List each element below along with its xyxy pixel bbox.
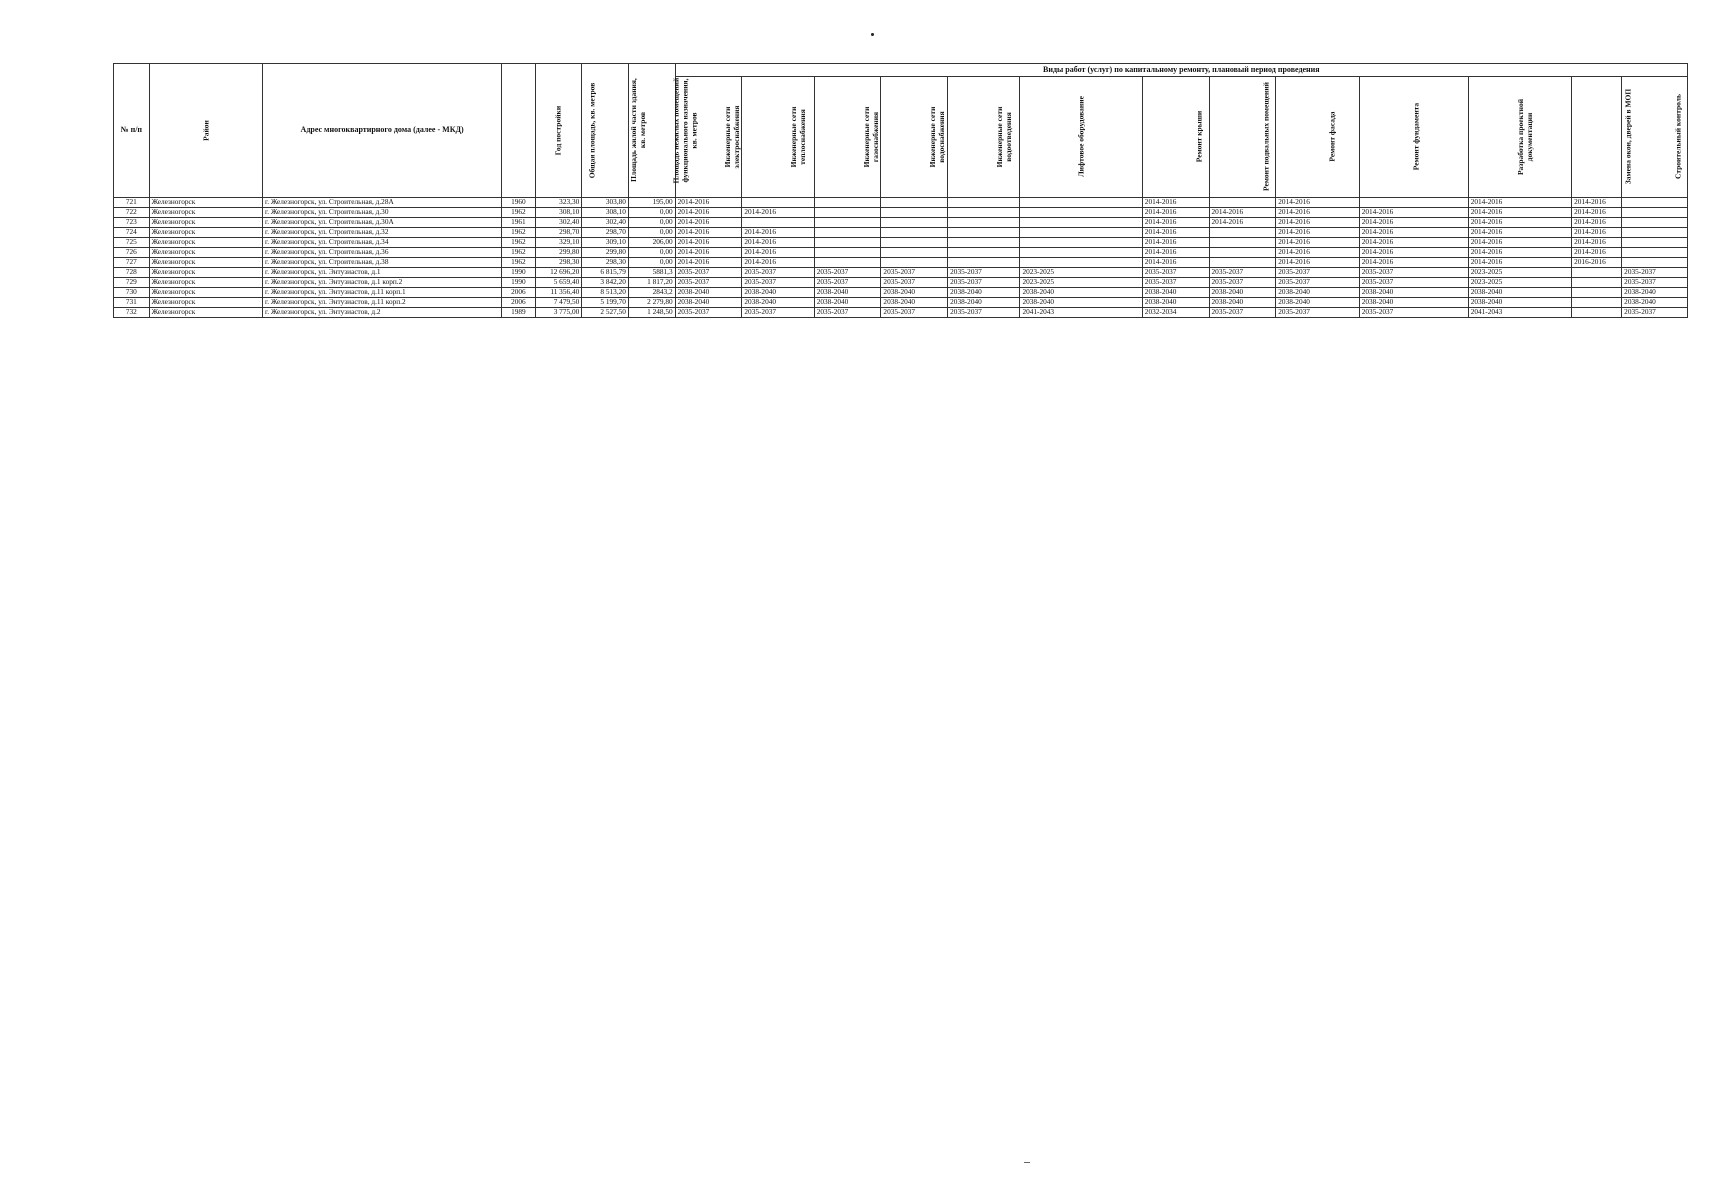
year-cell: 1990 xyxy=(502,278,535,288)
district-cell: Железногорск xyxy=(149,228,262,238)
work-period-cell: 2032-2034 xyxy=(1142,308,1209,318)
work-period-cell: 2014-2016 xyxy=(1276,208,1359,218)
row-number-cell: 729 xyxy=(114,278,150,288)
work-period-cell: 2014-2016 xyxy=(1276,248,1359,258)
res-area-cell: 308,10 xyxy=(582,208,629,218)
total-area-cell: 299,80 xyxy=(535,248,582,258)
work-period-cell xyxy=(1572,298,1622,308)
year-cell: 2006 xyxy=(502,298,535,308)
work-period-cell: 2038-2040 xyxy=(1020,298,1142,308)
work-period-cell: 2035-2037 xyxy=(814,308,881,318)
work-period-cell: 2023-2025 xyxy=(1020,278,1142,288)
work-period-cell xyxy=(1020,208,1142,218)
row-number-cell: 723 xyxy=(114,218,150,228)
work-period-cell: 2035-2037 xyxy=(742,308,814,318)
district-cell: Железногорск xyxy=(149,218,262,228)
work-period-cell: 2035-2037 xyxy=(1276,278,1359,288)
work-period-cell xyxy=(814,238,881,248)
work-period-cell: 2035-2037 xyxy=(1209,308,1276,318)
work-period-cell: 2035-2037 xyxy=(675,278,742,288)
work-period-cell: 2035-2037 xyxy=(881,278,948,288)
col-header-total-area: Общая площадь, кв. метров xyxy=(535,64,582,198)
district-cell: Железногорск xyxy=(149,268,262,278)
nonres-area-cell: 1 248,50 xyxy=(628,308,675,318)
work-period-cell: 2014-2016 xyxy=(1572,198,1622,208)
nonres-area-cell: 1 817,20 xyxy=(628,278,675,288)
res-area-cell: 5 199,70 xyxy=(582,298,629,308)
work-period-cell xyxy=(742,198,814,208)
address-cell: г. Железногорск, ул. Строительная, д.30 xyxy=(263,208,502,218)
nonres-area-cell: 206,00 xyxy=(628,238,675,248)
work-period-cell: 2014-2016 xyxy=(1468,248,1571,258)
work-period-cell: 2038-2040 xyxy=(742,288,814,298)
work-period-cell xyxy=(881,248,948,258)
col-header-work: Ремонт подвальных помещений xyxy=(1209,77,1276,198)
row-number-cell: 731 xyxy=(114,298,150,308)
work-period-cell: 2038-2040 xyxy=(1468,288,1571,298)
total-area-cell: 12 696,20 xyxy=(535,268,582,278)
district-cell: Железногорск xyxy=(149,238,262,248)
res-area-cell: 302,40 xyxy=(582,218,629,228)
work-period-cell: 2038-2040 xyxy=(881,298,948,308)
work-period-cell xyxy=(948,208,1020,218)
total-area-cell: 308,10 xyxy=(535,208,582,218)
work-period-cell: 2038-2040 xyxy=(675,288,742,298)
work-period-cell xyxy=(1209,258,1276,268)
col-header-nonres-area: Площадь нежилых помещений функционального назначения, кв. метров xyxy=(628,64,675,198)
work-period-cell xyxy=(1622,228,1688,238)
table-row xyxy=(114,278,1688,288)
work-period-cell: 2014-2016 xyxy=(1142,248,1209,258)
work-period-cell: 2014-2016 xyxy=(1142,258,1209,268)
work-period-cell xyxy=(948,258,1020,268)
year-cell: 1962 xyxy=(502,208,535,218)
work-period-cell: 2038-2040 xyxy=(742,298,814,308)
capital-repair-table xyxy=(113,63,1688,318)
work-period-cell: 2014-2016 xyxy=(1359,258,1468,268)
work-period-cell xyxy=(742,218,814,228)
work-period-cell xyxy=(1020,228,1142,238)
address-cell: г. Железногорск, ул. Строительная, д.38 xyxy=(263,258,502,268)
address-cell: г. Железногорск, ул. Энтузиастов, д.1 xyxy=(263,268,502,278)
table-row xyxy=(114,208,1688,218)
work-period-cell: 2014-2016 xyxy=(1276,238,1359,248)
work-period-cell: 2035-2037 xyxy=(1142,268,1209,278)
district-cell: Железногорск xyxy=(149,258,262,268)
work-period-cell: 2014-2016 xyxy=(675,258,742,268)
work-period-cell xyxy=(1572,288,1622,298)
work-period-cell: 2035-2037 xyxy=(742,278,814,288)
row-number-cell: 732 xyxy=(114,308,150,318)
year-cell: 1962 xyxy=(502,228,535,238)
total-area-cell: 329,10 xyxy=(535,238,582,248)
address-cell: г. Железногорск, ул. Энтузиастов, д.2 xyxy=(263,308,502,318)
work-period-cell: 2014-2016 xyxy=(1142,208,1209,218)
table-row xyxy=(114,288,1688,298)
work-period-cell: 2035-2037 xyxy=(1276,308,1359,318)
res-area-cell: 3 842,20 xyxy=(582,278,629,288)
work-period-cell xyxy=(948,228,1020,238)
district-cell: Железногорск xyxy=(149,288,262,298)
work-period-cell: 2035-2037 xyxy=(1359,278,1468,288)
work-period-cell: 2014-2016 xyxy=(742,238,814,248)
work-period-cell xyxy=(881,198,948,208)
work-period-cell xyxy=(948,238,1020,248)
work-period-cell xyxy=(1572,278,1622,288)
work-period-cell xyxy=(948,218,1020,228)
work-period-cell: 2014-2016 xyxy=(675,238,742,248)
work-period-cell: 2035-2037 xyxy=(1622,308,1688,318)
work-period-cell: 2035-2037 xyxy=(1276,268,1359,278)
work-period-cell: 2038-2040 xyxy=(1622,298,1688,308)
res-area-cell: 298,70 xyxy=(582,228,629,238)
work-period-cell xyxy=(1020,198,1142,208)
table-row xyxy=(114,308,1688,318)
col-header-work: Инженерные сети водоснабжения xyxy=(881,77,948,198)
work-period-cell xyxy=(814,248,881,258)
work-period-cell xyxy=(814,258,881,268)
work-period-cell xyxy=(881,258,948,268)
res-area-cell: 8 513,20 xyxy=(582,288,629,298)
work-period-cell xyxy=(1209,248,1276,258)
col-header-work: Инженерные сети электроснабжения xyxy=(675,77,742,198)
row-number-cell: 721 xyxy=(114,198,150,208)
work-period-cell xyxy=(1020,238,1142,248)
total-area-cell: 302,40 xyxy=(535,218,582,228)
total-area-cell: 7 479,50 xyxy=(535,298,582,308)
work-period-cell: 2035-2037 xyxy=(948,268,1020,278)
work-period-cell: 2035-2037 xyxy=(1359,308,1468,318)
district-cell: Железногорск xyxy=(149,298,262,308)
address-cell: г. Железногорск, ул. Энтузиастов, д.11 корп.1 xyxy=(263,288,502,298)
district-cell: Железногорск xyxy=(149,278,262,288)
row-number-cell: 726 xyxy=(114,248,150,258)
nonres-area-cell: 195,00 xyxy=(628,198,675,208)
table-row xyxy=(114,228,1688,238)
work-period-cell: 2014-2016 xyxy=(1142,218,1209,228)
table-row xyxy=(114,258,1688,268)
year-cell: 1989 xyxy=(502,308,535,318)
work-period-cell xyxy=(814,228,881,238)
work-period-cell: 2038-2040 xyxy=(1468,298,1571,308)
work-period-cell: 2035-2037 xyxy=(948,278,1020,288)
work-period-cell xyxy=(948,198,1020,208)
table-row xyxy=(114,238,1688,248)
work-period-cell: 2014-2016 xyxy=(675,248,742,258)
work-period-cell xyxy=(1209,228,1276,238)
work-period-cell: 2035-2037 xyxy=(1142,278,1209,288)
work-period-cell: 2014-2016 xyxy=(1572,238,1622,248)
work-period-cell xyxy=(1622,258,1688,268)
work-period-cell: 2014-2016 xyxy=(742,208,814,218)
year-cell: 1962 xyxy=(502,258,535,268)
work-period-cell: 2014-2016 xyxy=(1468,198,1571,208)
work-period-cell: 2014-2016 xyxy=(1209,208,1276,218)
work-period-cell xyxy=(1622,198,1688,208)
work-period-cell: 2014-2016 xyxy=(1572,218,1622,228)
year-cell: 2006 xyxy=(502,288,535,298)
col-header-work: Ремонт фасада xyxy=(1276,77,1359,198)
work-period-cell xyxy=(1622,248,1688,258)
work-period-cell: 2038-2040 xyxy=(675,298,742,308)
work-period-cell: 2035-2037 xyxy=(1209,278,1276,288)
work-period-cell xyxy=(1020,218,1142,228)
table-body xyxy=(114,198,1688,318)
table-row xyxy=(114,218,1688,228)
work-period-cell: 2038-2040 xyxy=(1209,298,1276,308)
work-period-cell: 2023-2025 xyxy=(1468,268,1571,278)
work-period-cell: 2035-2037 xyxy=(814,278,881,288)
work-period-cell: 2035-2037 xyxy=(881,308,948,318)
work-period-cell: 2014-2016 xyxy=(1359,228,1468,238)
col-header-work: Инженерные сети теплоснабжения xyxy=(742,77,814,198)
work-period-cell xyxy=(1572,308,1622,318)
work-period-cell: 2014-2016 xyxy=(1142,238,1209,248)
work-period-cell: 2014-2016 xyxy=(742,248,814,258)
nonres-area-cell: 2 279,80 xyxy=(628,298,675,308)
work-period-cell xyxy=(1572,268,1622,278)
nonres-area-cell: 2843,2 xyxy=(628,288,675,298)
work-period-cell: 2014-2016 xyxy=(1359,208,1468,218)
row-number-cell: 724 xyxy=(114,228,150,238)
work-period-cell xyxy=(881,228,948,238)
district-cell: Железногорск xyxy=(149,198,262,208)
col-header-num: № п/п xyxy=(114,64,150,198)
res-area-cell: 309,10 xyxy=(582,238,629,248)
work-period-cell xyxy=(1020,258,1142,268)
col-header-work: Разработка проектной документации xyxy=(1468,77,1571,198)
work-period-cell: 2035-2037 xyxy=(675,268,742,278)
work-period-cell xyxy=(814,218,881,228)
work-period-cell: 2041-2043 xyxy=(1020,308,1142,318)
table-row xyxy=(114,198,1688,208)
work-period-cell: 2014-2016 xyxy=(1572,208,1622,218)
total-area-cell: 3 775,00 xyxy=(535,308,582,318)
col-header-work: Инженерные сети водоотведения xyxy=(948,77,1020,198)
work-period-cell xyxy=(881,238,948,248)
table-head xyxy=(114,64,1688,198)
total-area-cell: 5 659,40 xyxy=(535,278,582,288)
works-group-header: Виды работ (услуг) по капитальному ремонту, плановый период проведения xyxy=(675,64,1687,77)
nonres-area-cell: 5881,3 xyxy=(628,268,675,278)
work-period-cell xyxy=(1209,198,1276,208)
work-period-cell: 2035-2037 xyxy=(814,268,881,278)
work-period-cell: 2041-2043 xyxy=(1468,308,1571,318)
table-row xyxy=(114,298,1688,308)
work-period-cell: 2014-2016 xyxy=(675,228,742,238)
work-period-cell: 2014-2016 xyxy=(675,208,742,218)
work-period-cell: 2038-2040 xyxy=(1622,288,1688,298)
capital-repair-table-sheet xyxy=(113,63,1688,318)
col-header-district: Район xyxy=(149,64,262,198)
col-header-work: Ремонт крыши xyxy=(1142,77,1209,198)
res-area-cell: 2 527,50 xyxy=(582,308,629,318)
district-cell: Железногорск xyxy=(149,248,262,258)
work-period-cell xyxy=(1020,248,1142,258)
work-period-cell: 2038-2040 xyxy=(948,288,1020,298)
work-period-cell xyxy=(1622,238,1688,248)
work-period-cell xyxy=(1622,208,1688,218)
col-header-work: Лифтовое оборудование xyxy=(1020,77,1142,198)
res-area-cell: 299,80 xyxy=(582,248,629,258)
work-period-cell: 2014-2016 xyxy=(742,258,814,268)
work-period-cell: 2014-2016 xyxy=(1276,228,1359,238)
work-period-cell: 2016-2016 xyxy=(1572,258,1622,268)
scan-mark xyxy=(1024,1162,1030,1163)
work-period-cell xyxy=(1209,238,1276,248)
col-header-work: Инженерные сети газоснабжения xyxy=(814,77,881,198)
work-period-cell: 2035-2037 xyxy=(1359,268,1468,278)
work-period-cell xyxy=(814,198,881,208)
work-period-cell: 2023-2025 xyxy=(1468,278,1571,288)
work-period-cell: 2038-2040 xyxy=(1020,288,1142,298)
work-period-cell: 2038-2040 xyxy=(1276,288,1359,298)
nonres-area-cell: 0,00 xyxy=(628,228,675,238)
res-area-cell: 6 815,79 xyxy=(582,268,629,278)
work-period-cell: 2014-2016 xyxy=(1468,208,1571,218)
total-area-cell: 298,30 xyxy=(535,258,582,268)
work-period-cell: 2014-2016 xyxy=(1276,218,1359,228)
col-header-work: Ремонт фундамента xyxy=(1359,77,1468,198)
col-header-work: Строительный контроль xyxy=(1622,77,1688,198)
work-period-cell: 2035-2037 xyxy=(675,308,742,318)
year-cell: 1962 xyxy=(502,248,535,258)
row-number-cell: 727 xyxy=(114,258,150,268)
district-cell: Железногорск xyxy=(149,208,262,218)
work-period-cell: 2038-2040 xyxy=(1142,298,1209,308)
total-area-cell: 323,30 xyxy=(535,198,582,208)
work-period-cell: 2038-2040 xyxy=(1359,298,1468,308)
work-period-cell: 2038-2040 xyxy=(881,288,948,298)
address-cell: г. Железногорск, ул. Строительная, д.30А xyxy=(263,218,502,228)
work-period-cell: 2014-2016 xyxy=(675,218,742,228)
work-period-cell: 2014-2016 xyxy=(1359,248,1468,258)
address-cell: г. Железногорск, ул. Строительная, д.32 xyxy=(263,228,502,238)
table-row xyxy=(114,248,1688,258)
col-header-res-area: Площадь жилой части здания, кв. метров xyxy=(582,64,629,198)
work-period-cell: 2014-2016 xyxy=(1572,248,1622,258)
address-cell: г. Железногорск, ул. Строительная, д.34 xyxy=(263,238,502,248)
work-period-cell: 2014-2016 xyxy=(1572,228,1622,238)
res-area-cell: 298,30 xyxy=(582,258,629,268)
year-cell: 1990 xyxy=(502,268,535,278)
work-period-cell xyxy=(1622,218,1688,228)
work-period-cell: 2038-2040 xyxy=(1209,288,1276,298)
work-period-cell: 2014-2016 xyxy=(1359,238,1468,248)
row-number-cell: 728 xyxy=(114,268,150,278)
work-period-cell xyxy=(881,218,948,228)
year-cell: 1960 xyxy=(502,198,535,208)
work-period-cell: 2035-2037 xyxy=(1622,278,1688,288)
work-period-cell: 2014-2016 xyxy=(1359,218,1468,228)
work-period-cell: 2014-2016 xyxy=(1142,198,1209,208)
district-cell: Железногорск xyxy=(149,308,262,318)
col-header-work: Замена окон, дверей в МОП xyxy=(1572,77,1622,198)
work-period-cell: 2014-2016 xyxy=(1468,218,1571,228)
row-number-cell: 730 xyxy=(114,288,150,298)
address-cell: г. Железногорск, ул. Строительная, д.28А xyxy=(263,198,502,208)
work-period-cell: 2035-2037 xyxy=(881,268,948,278)
address-cell: г. Железногорск, ул. Строительная, д.36 xyxy=(263,248,502,258)
res-area-cell: 303,80 xyxy=(582,198,629,208)
address-cell: г. Железногорск, ул. Энтузиастов, д.11 корп.2 xyxy=(263,298,502,308)
work-period-cell: 2038-2040 xyxy=(814,298,881,308)
work-period-cell: 2014-2016 xyxy=(1468,228,1571,238)
total-area-cell: 11 356,40 xyxy=(535,288,582,298)
work-period-cell: 2035-2037 xyxy=(742,268,814,278)
year-cell: 1961 xyxy=(502,218,535,228)
table-row xyxy=(114,268,1688,278)
work-period-cell xyxy=(814,208,881,218)
work-period-cell: 2014-2016 xyxy=(1276,258,1359,268)
work-period-cell xyxy=(1359,198,1468,208)
nonres-area-cell: 0,00 xyxy=(628,208,675,218)
work-period-cell: 2023-2025 xyxy=(1020,268,1142,278)
work-period-cell: 2014-2016 xyxy=(1209,218,1276,228)
work-period-cell: 2014-2016 xyxy=(1142,228,1209,238)
work-period-cell: 2035-2037 xyxy=(948,308,1020,318)
work-period-cell: 2038-2040 xyxy=(814,288,881,298)
nonres-area-cell: 0,00 xyxy=(628,258,675,268)
work-period-cell xyxy=(948,248,1020,258)
nonres-area-cell: 0,00 xyxy=(628,248,675,258)
year-cell: 1962 xyxy=(502,238,535,248)
work-period-cell: 2038-2040 xyxy=(1359,288,1468,298)
work-period-cell: 2035-2037 xyxy=(1209,268,1276,278)
col-header-address: Адрес многоквартирного дома (далее - МКД) xyxy=(263,64,502,198)
col-header-year: Год постройки xyxy=(502,64,535,198)
work-period-cell: 2014-2016 xyxy=(675,198,742,208)
work-period-cell: 2014-2016 xyxy=(1468,238,1571,248)
work-period-cell xyxy=(881,208,948,218)
address-cell: г. Железногорск, ул. Энтузиастов, д.1 корп.2 xyxy=(263,278,502,288)
row-number-cell: 722 xyxy=(114,208,150,218)
work-period-cell: 2038-2040 xyxy=(1276,298,1359,308)
row-number-cell: 725 xyxy=(114,238,150,248)
total-area-cell: 298,70 xyxy=(535,228,582,238)
scan-dot xyxy=(871,33,874,36)
work-period-cell: 2014-2016 xyxy=(742,228,814,238)
work-period-cell: 2014-2016 xyxy=(1276,198,1359,208)
work-period-cell: 2038-2040 xyxy=(1142,288,1209,298)
work-period-cell: 2035-2037 xyxy=(1622,268,1688,278)
work-period-cell: 2014-2016 xyxy=(1468,258,1571,268)
nonres-area-cell: 0,00 xyxy=(628,218,675,228)
work-period-cell: 2038-2040 xyxy=(948,298,1020,308)
